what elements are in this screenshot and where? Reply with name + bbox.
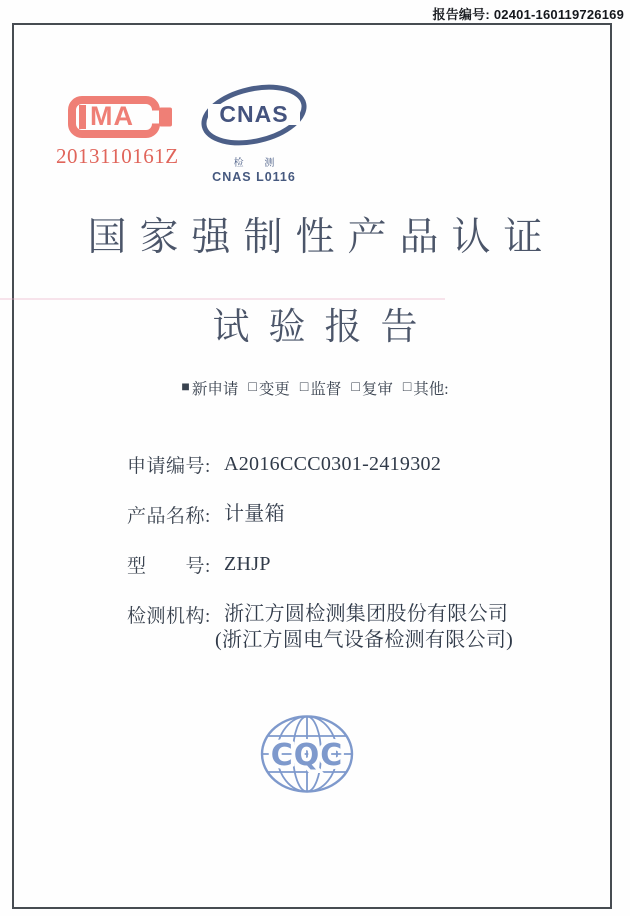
cnas-accreditation-number: CNAS L0116 xyxy=(212,170,296,184)
cqc-mark-text: CQC xyxy=(270,738,344,773)
field-row-application-no xyxy=(127,451,607,478)
checkbox-checked-icon: ■ xyxy=(181,380,190,395)
cnas-mark-text: CNAS xyxy=(219,101,289,127)
field-label: 检测机构: xyxy=(127,606,211,627)
cma-inner-bar xyxy=(79,105,86,129)
checkbox-supervision xyxy=(300,377,341,399)
checkbox-new-application xyxy=(181,377,238,399)
checkbox-unchecked-icon: □ xyxy=(299,380,309,395)
test-org-name: 浙江方圆检测集团股份有限公司 xyxy=(224,603,509,625)
application-type-row xyxy=(0,377,630,399)
fields-section xyxy=(127,451,607,676)
cma-logo xyxy=(56,96,182,169)
cma-mark-icon xyxy=(68,96,160,138)
cma-dot xyxy=(159,108,172,127)
checkbox-label: 复审 xyxy=(361,381,393,398)
field-value: ZHJP xyxy=(224,553,271,575)
report-number-label: 报告编号: xyxy=(432,7,490,22)
document-subtitle: 试验报告 xyxy=(212,307,437,348)
checkbox-unchecked-icon: □ xyxy=(351,380,360,395)
checkbox-label: 变更 xyxy=(258,381,290,398)
cma-certificate-number: 2013110161Z xyxy=(56,144,179,168)
checkbox-change xyxy=(248,377,289,399)
field-label: 型 号: xyxy=(127,556,211,577)
cnas-ellipse-icon xyxy=(198,84,310,146)
checkbox-unchecked-icon: □ xyxy=(402,380,412,395)
checkbox-other xyxy=(403,377,449,399)
field-label: 产品名称: xyxy=(127,506,211,527)
cma-mark-text: MA xyxy=(90,100,134,131)
cnas-logo xyxy=(196,84,312,184)
cqc-globe-icon xyxy=(257,712,357,796)
checkbox-label: 其他: xyxy=(413,381,449,398)
cnas-subtext: 检 测 xyxy=(233,158,284,169)
field-row-product-name xyxy=(127,501,607,528)
test-org-name-alt: (浙江方圆电气设备检测有限公司) xyxy=(215,629,514,651)
cqc-logo xyxy=(257,712,357,801)
checkbox-label: 新申请 xyxy=(191,381,239,398)
field-row-model xyxy=(127,551,607,578)
field-label: 申请编号: xyxy=(127,456,211,477)
checkbox-label: 监督 xyxy=(310,381,342,398)
checkbox-unchecked-icon: □ xyxy=(248,380,257,395)
report-number-value: 02401-160119726169 xyxy=(493,7,624,22)
field-row-test-org xyxy=(127,601,607,653)
checkbox-review xyxy=(351,377,392,399)
field-value xyxy=(215,601,514,653)
report-number xyxy=(433,4,624,23)
field-value: A2016CCC0301-2419302 xyxy=(224,453,442,475)
document-title: 国家强制性产品认证 xyxy=(87,216,556,259)
field-value: 计量箱 xyxy=(224,503,285,525)
